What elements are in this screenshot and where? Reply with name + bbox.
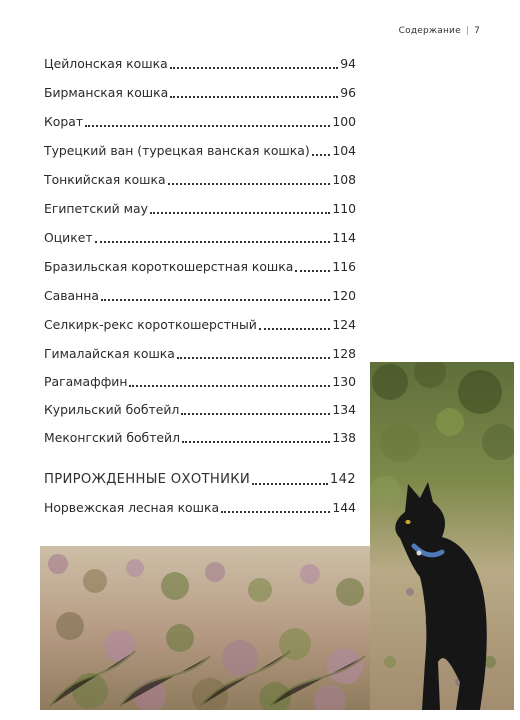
header-separator: | xyxy=(465,26,470,36)
toc-entry[interactable] xyxy=(44,56,356,71)
running-header xyxy=(399,26,480,36)
dot-leader xyxy=(95,241,331,243)
toc-entry-title: Бирманская кошка xyxy=(44,85,169,100)
toc-entry-page: 110 xyxy=(332,201,356,216)
toc-entry-title: Египетский мау xyxy=(44,201,148,216)
toc-entry-title: Цейлонская кошка xyxy=(44,56,168,71)
toc-entry-page: 108 xyxy=(332,172,356,187)
toc-entry-title: Корат xyxy=(44,114,84,129)
toc-entry[interactable] xyxy=(44,346,356,361)
toc-entry-page: 114 xyxy=(332,230,356,245)
toc-entry-title: Саванна xyxy=(44,288,99,303)
dot-leader xyxy=(259,328,330,330)
toc-section-page: 142 xyxy=(329,472,356,487)
black-cat-photo xyxy=(370,362,514,710)
toc-entry-title: Тонкийская кошка xyxy=(44,172,166,187)
toc-entry-page: 116 xyxy=(332,259,356,274)
toc-entry-page: 124 xyxy=(332,317,356,332)
dot-leader xyxy=(312,154,331,156)
toc-entry[interactable] xyxy=(44,259,356,274)
dot-leader xyxy=(177,357,330,359)
toc-entry[interactable] xyxy=(44,143,356,158)
toc-section-title: ПРИРОЖДЕННЫЕ ОХОТНИКИ xyxy=(44,472,251,487)
dot-leader xyxy=(252,483,328,485)
toc-entry[interactable] xyxy=(44,85,356,100)
toc-entry-page: 100 xyxy=(332,114,356,129)
toc-entry-title: Рагамаффин xyxy=(44,374,128,389)
toc-entry-page: 130 xyxy=(332,374,356,389)
dot-leader xyxy=(168,183,331,185)
toc-entry-title: Курильский бобтейл xyxy=(44,402,180,417)
toc-entry-page: 134 xyxy=(332,402,356,417)
toc-entry-title: Селкирк-рекс короткошерстный xyxy=(44,317,257,332)
toc-entry[interactable] xyxy=(44,114,356,129)
header-section: Содержание xyxy=(398,26,461,36)
dot-leader xyxy=(85,125,330,127)
toc-entry[interactable] xyxy=(44,230,356,245)
toc-entry[interactable] xyxy=(44,172,356,187)
toc-entry-page: 94 xyxy=(340,56,356,71)
toc-entry[interactable] xyxy=(44,402,356,417)
dot-leader xyxy=(170,96,338,98)
ground-cover-photo xyxy=(40,546,370,710)
toc-entry[interactable] xyxy=(44,317,356,332)
toc-section-heading[interactable] xyxy=(44,472,356,487)
dot-leader xyxy=(295,270,330,272)
dot-leader xyxy=(182,441,330,443)
header-page-number: 7 xyxy=(474,26,480,36)
toc-entry-page: 138 xyxy=(332,430,356,445)
toc-entry[interactable] xyxy=(44,374,356,389)
toc-entry-title: Оцикет xyxy=(44,230,93,245)
toc-entry-title: Меконгский бобтейл xyxy=(44,430,181,445)
toc-entry-page: 128 xyxy=(332,346,356,361)
dot-leader xyxy=(181,413,330,415)
dot-leader xyxy=(101,299,330,301)
dot-leader xyxy=(221,511,330,513)
toc-entry-title: Бразильская короткошерстная кошка xyxy=(44,259,294,274)
dot-leader xyxy=(129,385,330,387)
toc-entry[interactable] xyxy=(44,500,356,515)
toc-entry[interactable] xyxy=(44,430,356,445)
dot-leader xyxy=(170,67,339,69)
toc-entry-title: Гималайская кошка xyxy=(44,346,175,361)
toc-entry[interactable] xyxy=(44,201,356,216)
toc-entry-page: 120 xyxy=(332,288,356,303)
toc-entry-page: 104 xyxy=(332,143,356,158)
toc-entry-title: Турецкий ван (турецкая ванская кошка) xyxy=(44,143,310,158)
toc-entry-title: Норвежская лесная кошка xyxy=(44,500,220,515)
dot-leader xyxy=(150,212,330,214)
toc-entry-page: 96 xyxy=(340,85,356,100)
toc-entry-page: 144 xyxy=(332,500,356,515)
toc-entry[interactable] xyxy=(44,288,356,303)
